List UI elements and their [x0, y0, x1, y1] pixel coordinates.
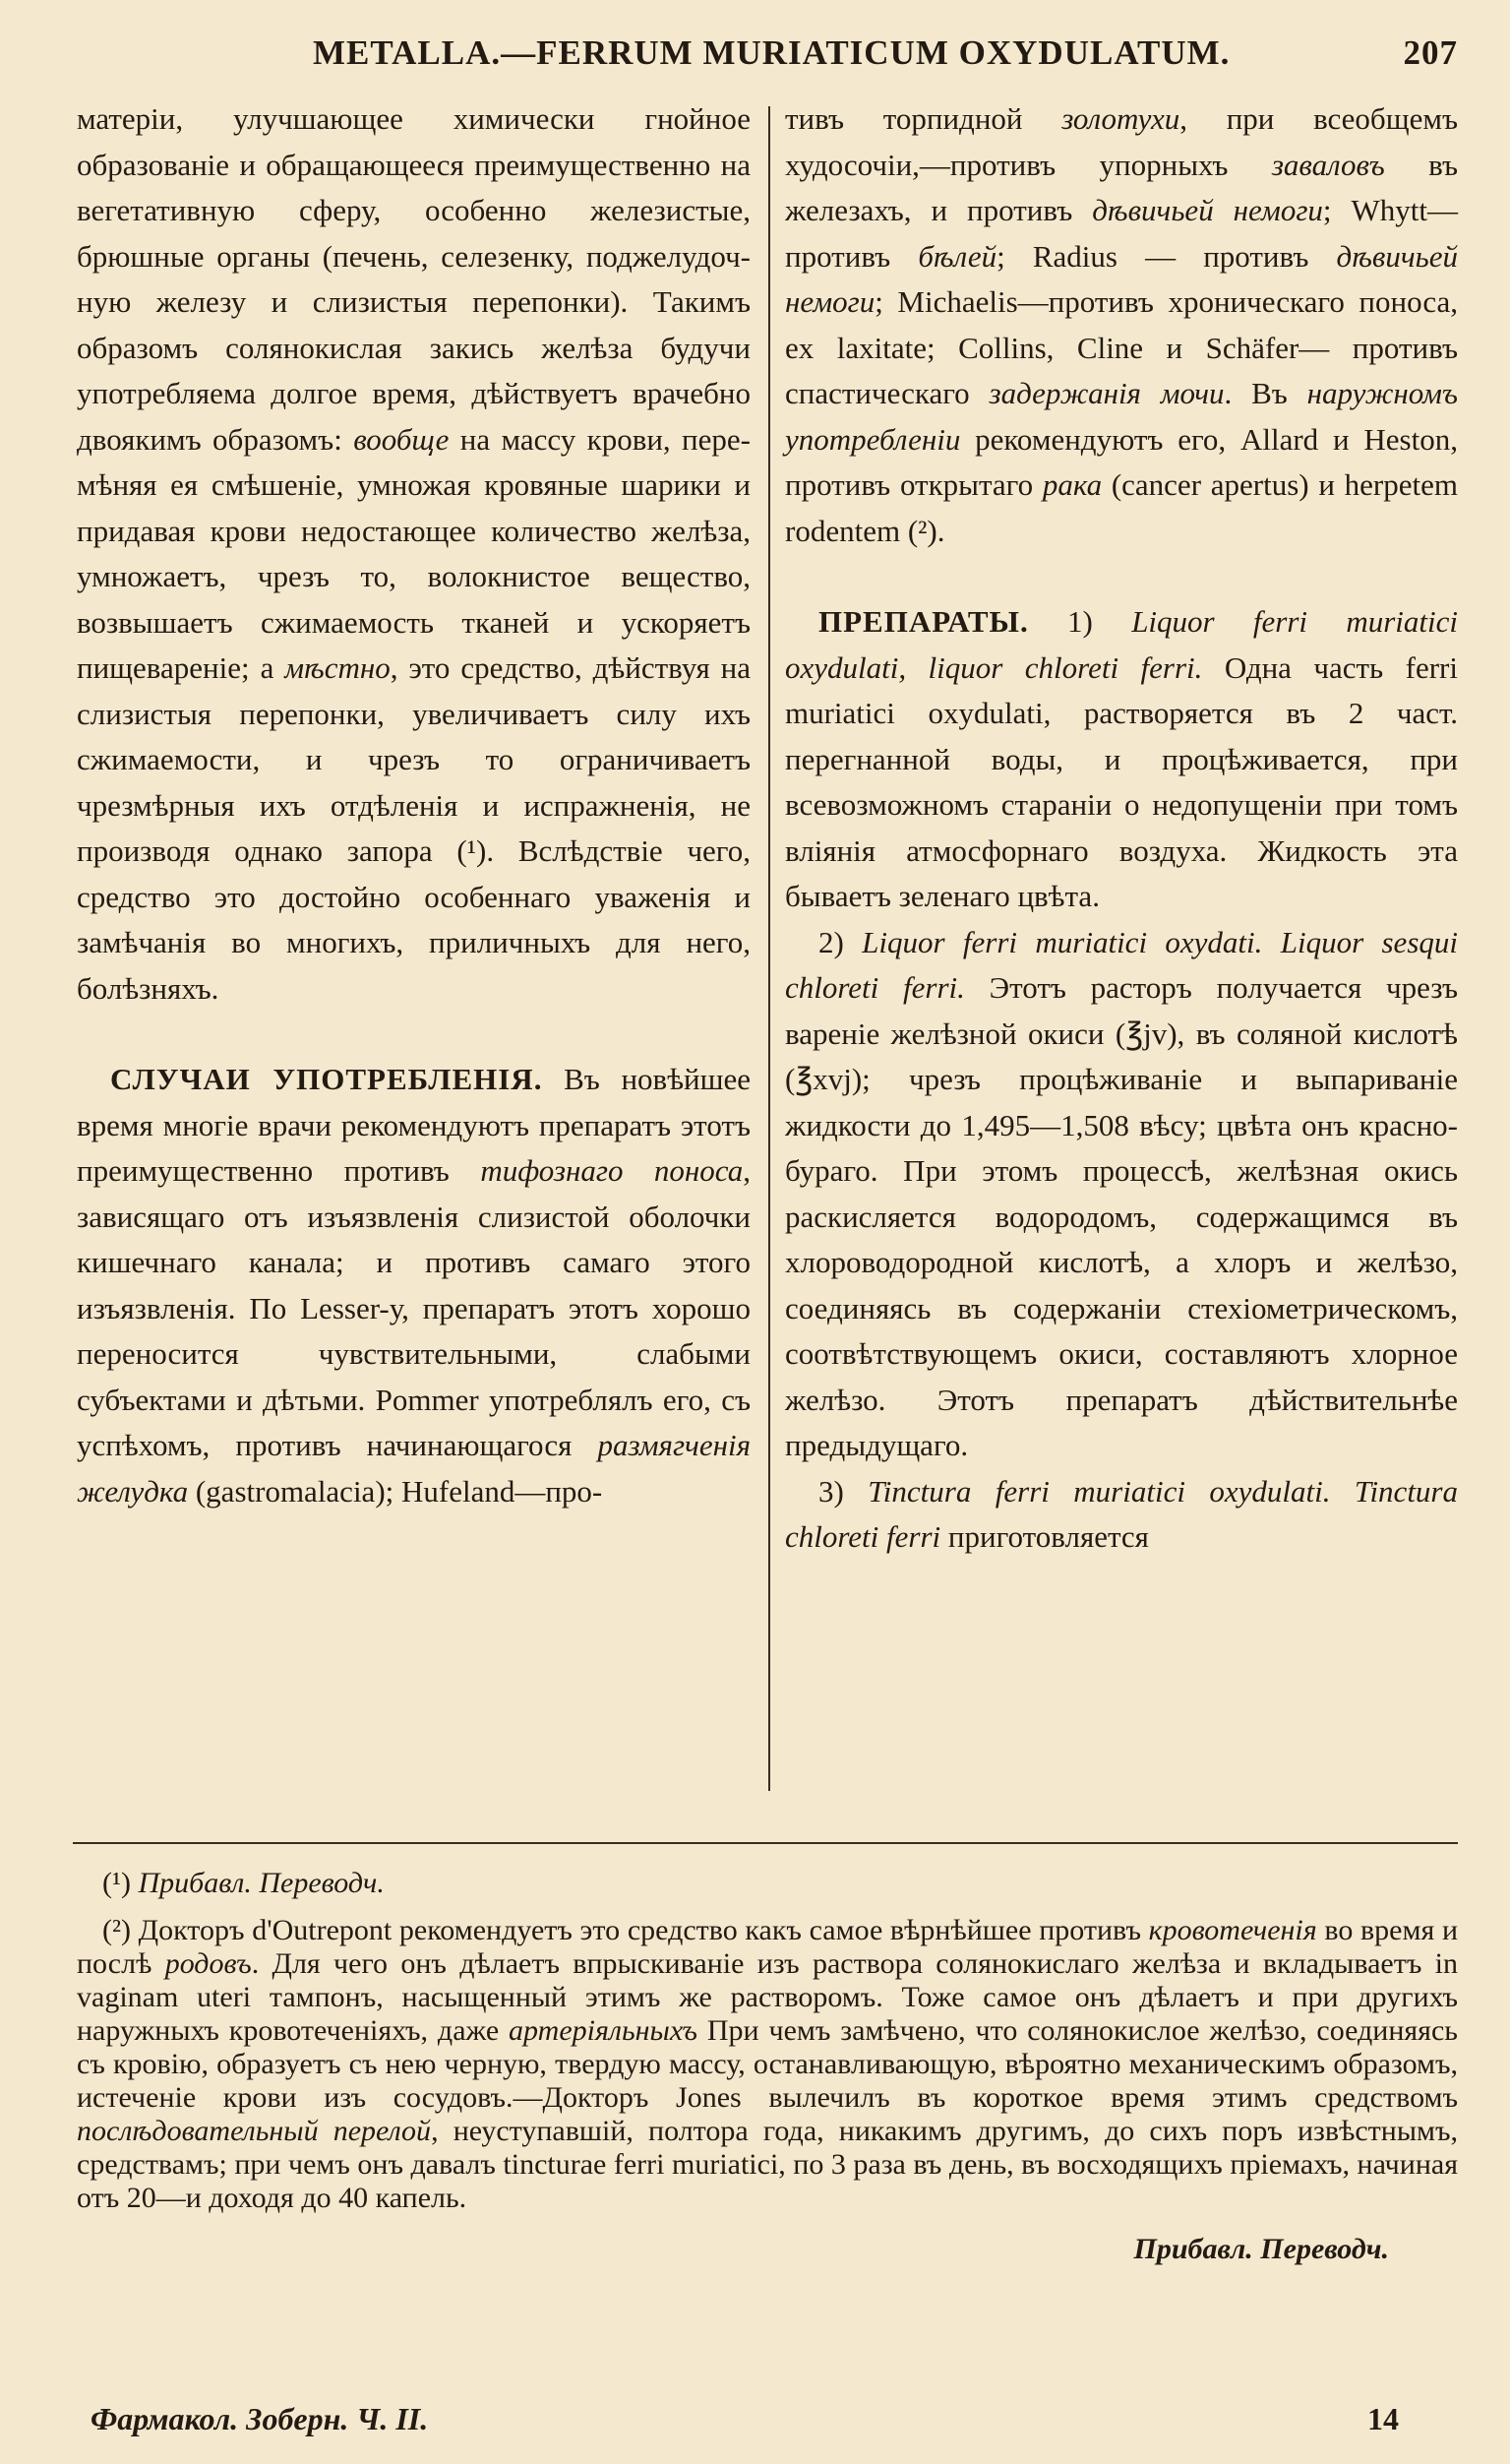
column-divider [768, 106, 770, 1791]
paragraph-preparation-3: 3) Tinctura ferri muriatici oxydulati. Tinctura chloreti ferri приготовляется [785, 1473, 1458, 1554]
running-header [77, 26, 1458, 85]
paragraph-preparation-2: 2) Liquor ferri muriatici oxydati. Liquor sesqui chloreti ferri. Этотъ расторъ получается чрезъ вареніе желѣзной окиси (℥jv), въ соляной кислотѣ (℥xvj); чрезъ процѣживаніе и выпариваніе жидкости до 1,495—1,508 вѣсу; цвѣта онъ краснобураго. При этомъ процессѣ, желѣзная окись раскисляется водородомъ, содержащимся въ хлороводородной кислотѣ, а хлоръ и желѣзо, соединяясь въ содержаніи стехіометрическомъ, соотвѣтствующемъ окиси, составляютъ хлорное желѣзо. Этотъ препаратъ дѣйствительнѣе предыдущаго. [785, 924, 1459, 1462]
paragraph-use-cases: СЛУЧАИ УПОТРЕБЛЕНІЯ. Въ новѣйшее время многіе врачи рекомендуютъ препаратъ этотъ преимущественно противъ тифознаго поноса, зависящаго отъ изъязвленія слизистой оболочки кишечнаго канала; и противъ самаго этого изъязвленія. По Lesser-у, препаратъ этотъ хорошо переносится чувствительными, слабыми субъектами и дѣтьми. Pommer употреблялъ его, съ успѣхомъ, противъ начинающагося размягченія желудка (gastromalacia); Hufeland—про- [77, 1062, 752, 1509]
paragraph-use-cases-continued: тивъ торпидной золотухи, при всеобщемъ худосочіи,—противъ упорныхъ заваловъ въ железахъ, и противъ дѣвичьей немоги; Whytt—противъ бѣлей; Radius — противъ дѣвичьей немоги; Michaelis—противъ хроническаго поноса, ex laxitate; Collins, Cline и Schäfer— противъ спастическаго задержанія мочи. Въ наружномъ употребленіи рекомендуютъ его, Allard и Heston, противъ открытаго рака (cancer apertus) и herpetem rodentem (²). [785, 101, 1458, 548]
paragraph-preparations: ПРЕПАРАТЫ. 1) Liquor ferri muriatici oxydulati, liquor chloreti ferri. Одна часть ferri muriatici oxydulati, растворяется въ 2 част. перегнанной воды, и процѣживается, при всевозможномъ стараніи о недопущеніи при томъ вліянія атмосфорнаго воздуха. Жидкость эта бываетъ зеленаго цвѣта. [785, 604, 1458, 913]
footnote-signature: Прибавл. Переводч. [1133, 2233, 1389, 2265]
footnote-divider [73, 1842, 1458, 1844]
left-column [77, 96, 751, 1514]
footnote-1: (¹) Прибавл. Переводч. [102, 1867, 385, 1899]
page-number: 207 [1403, 33, 1458, 72]
footer-signature-mark: Фармакол. Зоберн. Ч. II. [91, 2401, 429, 2436]
right-column [785, 96, 1458, 1561]
page-footer [77, 2401, 1458, 2450]
header-title: METALLA.—FERRUM MURIATICUM OXYDULATUM. [313, 33, 1231, 72]
paragraph-action: матеріи, улучшающее химически гнойное образованіе и обращающееся преимущественно на вегетативную сферу, особенно железистые, брюшные органы (печень, селезенку, поджелудочную железу и слизистыя перепонки). Такимъ образомъ солянокислая закись желѣза будучи употребляема долгое время, дѣйствуетъ врачебно двоякимъ образомъ: вообще на массу крови, перемѣняя ея смѣшеніе, умножая кровяные шарики и придавая крови недостающее количество желѣза, умножаетъ, чрезъ то, волокнистое вещество, возвышаетъ сжимаемость тканей и ускоряетъ пищевареніе; а мѣстно, это средство, дѣйствуя на слизистыя перепонки, увеличиваетъ силу ихъ сжимаемости, и чрезъ то ограничиваетъ чрезмѣрныя ихъ отдѣленія и испражненія, не производя однако запора (¹). Вслѣдствіе чего, средство это достойно особеннаго уваженія и замѣчанія во многихъ, приличныхъ для него, болѣзняхъ. [77, 101, 751, 1006]
footnotes [77, 1867, 1458, 2266]
footnote-2: (²) Докторъ d'Outrepont рекомендуетъ это средство какъ самое вѣрнѣйшее противъ кровотеченія во время и послѣ родовъ. Для чего онъ дѣлаетъ впрыскиваніе изъ раствора солянокислаго желѣза и вкладываетъ in vaginam uteri тампонъ, насыщенный этимъ же растворомъ. Тоже самое онъ дѣлаетъ и при другихъ наружныхъ кровотеченіяхъ, даже артеріяльныхъ При чемъ замѣчено, что солянокислое желѣзо, соединяясь съ кровію, образуетъ съ нею черную, твердую массу, останавливающую, вѣроятно механическимъ образомъ, истеченіе крови изъ сосудовъ.—Докторъ Jones вылечилъ въ короткое время этимъ средствомъ послѣдовательный перелой, неуступавшій, полтора года, никакимъ другимъ, до сихъ поръ извѣстнымъ, средствамъ; при чемъ онъ давалъ tincturae ferri muriatici, по 3 раза въ день, въ восходящихъ пріемахъ, начиная отъ 20—и доходя до 40 капель. [77, 1914, 1458, 2214]
footer-sheet-number: 14 [1367, 2401, 1399, 2436]
